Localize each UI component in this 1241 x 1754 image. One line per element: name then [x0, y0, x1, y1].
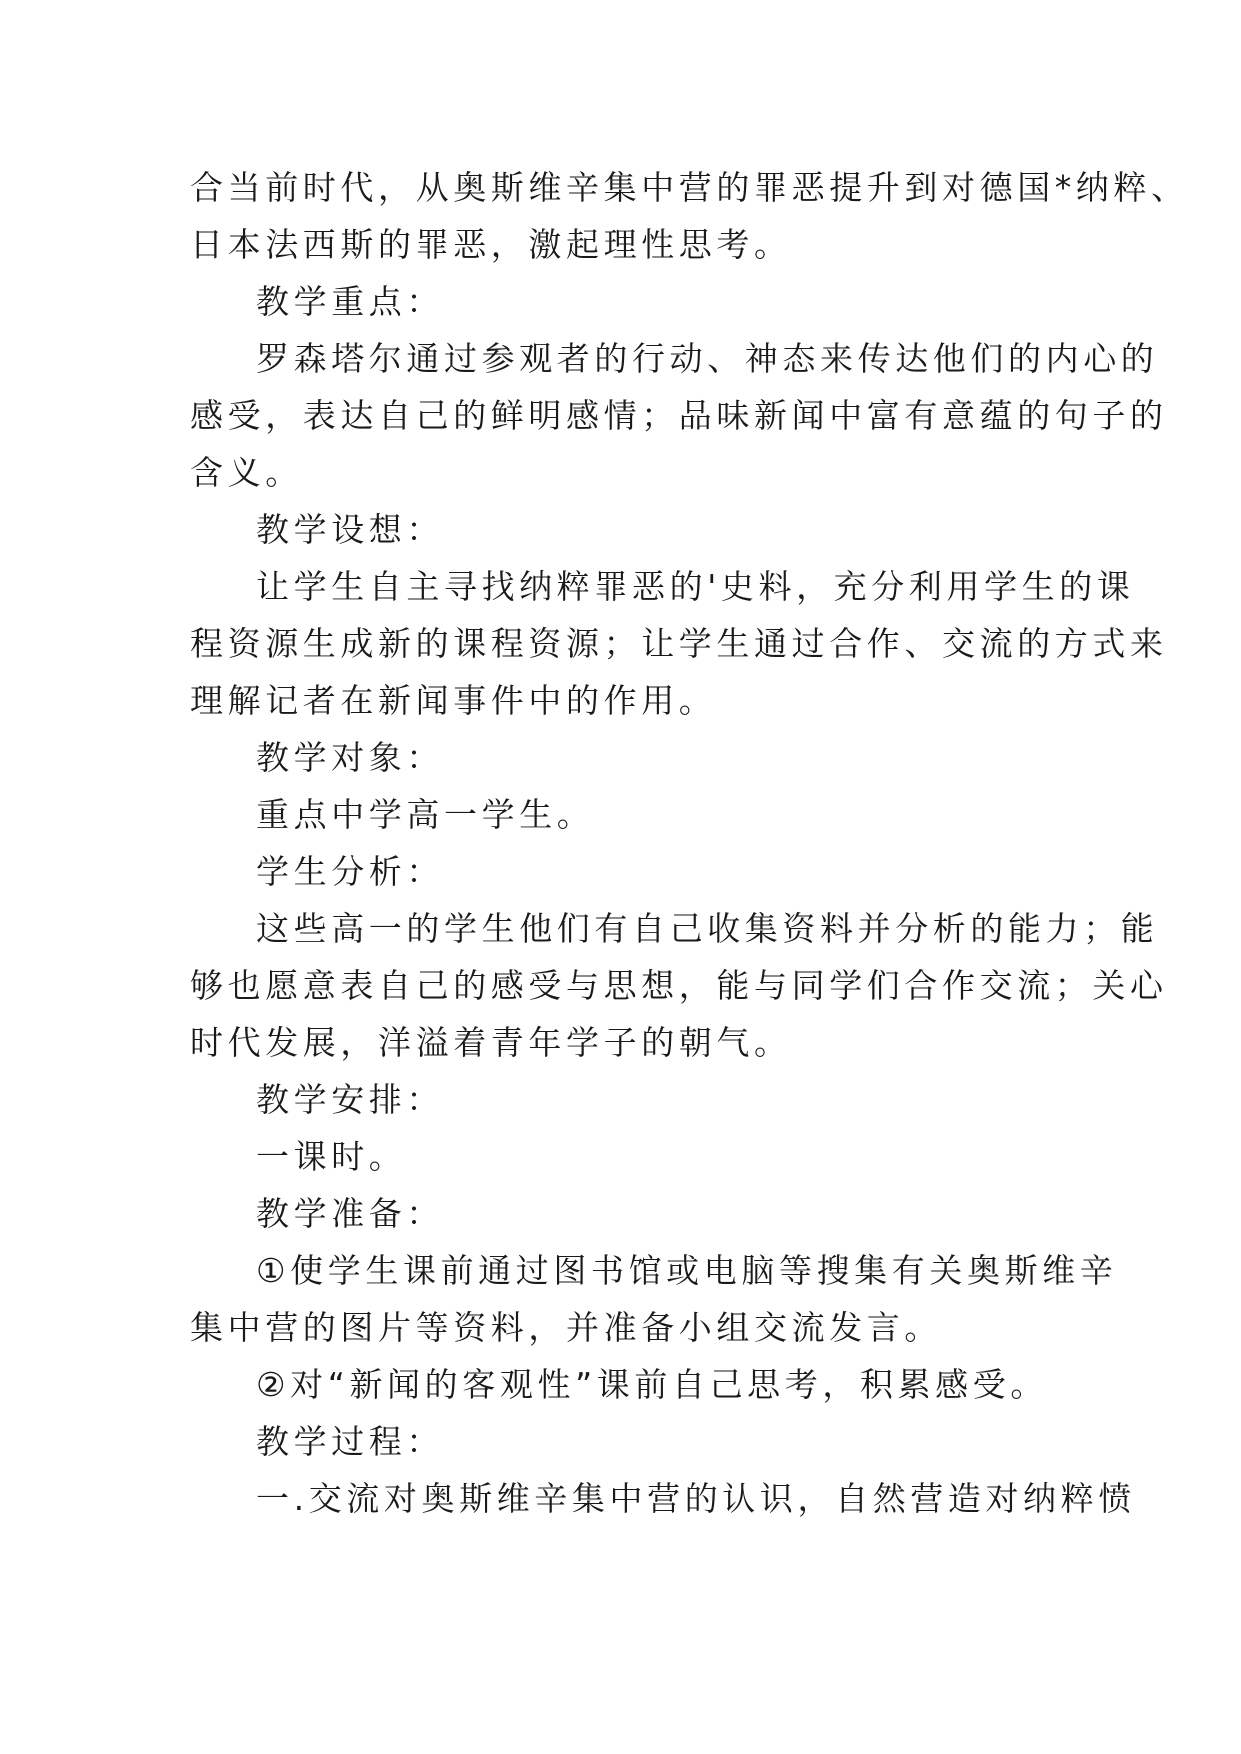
body-text-line: 集中营的图片等资料，并准备小组交流发言。 [190, 1308, 942, 1347]
body-text-line: 这些高一的学生他们有自己收集资料并分析的能力；能 [256, 909, 1159, 948]
body-text-line: ②对“新闻的客观性”课前自己思考，积累感受。 [256, 1365, 1048, 1404]
body-text-line: 感受，表达自己的鲜明感情；品味新闻中富有意蕴的句子的 [190, 396, 1168, 435]
section-heading: 教学设想： [256, 510, 444, 549]
section-heading: 教学安排： [256, 1080, 444, 1119]
body-text-line: 够也愿意表自己的感受与思想，能与同学们合作交流；关心 [190, 966, 1168, 1005]
body-text-line: 一.交流对奥斯维辛集中营的认识，自然营造对纳粹愤 [256, 1479, 1136, 1518]
section-heading: 学生分析： [256, 852, 444, 891]
section-heading: 教学准备： [256, 1194, 444, 1233]
body-text-line: ①使学生课前通过图书馆或电脑等搜集有关奥斯维辛 [256, 1251, 1118, 1290]
body-text-line: 日本法西斯的罪恶，激起理性思考。 [190, 225, 792, 264]
section-heading: 教学对象： [256, 738, 444, 777]
body-text-line: 程资源生成新的课程资源；让学生通过合作、交流的方式来 [190, 624, 1168, 663]
section-heading: 教学过程： [256, 1422, 444, 1461]
body-text-line: 罗森塔尔通过参观者的行动、神态来传达他们的内心的 [256, 339, 1159, 378]
body-text-line: 含义。 [190, 453, 303, 492]
body-text-line: 让学生自主寻找纳粹罪恶的'史料，充分利用学生的课 [256, 567, 1135, 606]
body-text-line: 合当前时代，从奥斯维辛集中营的罪恶提升到对德国*纳粹、 [190, 168, 1189, 207]
body-text-line: 时代发展，洋溢着青年学子的朝气。 [190, 1023, 792, 1062]
body-text-line: 重点中学高一学生。 [256, 795, 595, 834]
body-text-line: 理解记者在新闻事件中的作用。 [190, 681, 717, 720]
section-heading: 教学重点： [256, 282, 444, 321]
body-text-line: 一课时。 [256, 1137, 407, 1176]
